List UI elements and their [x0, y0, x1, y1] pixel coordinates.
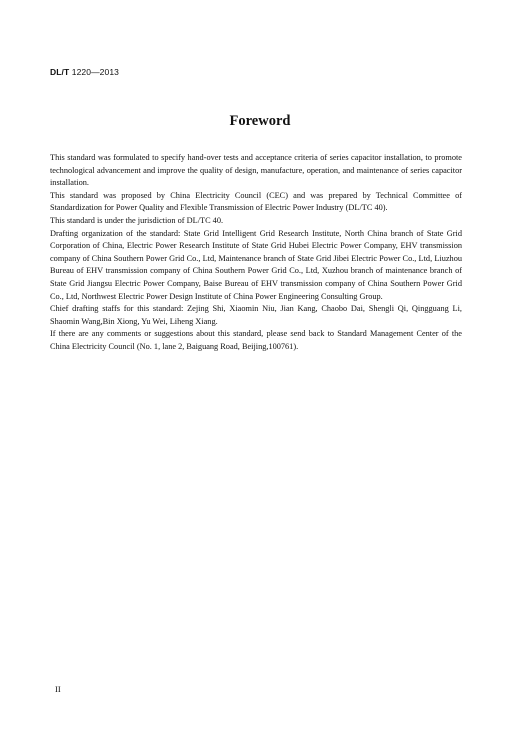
page-title: Foreword	[229, 113, 291, 129]
standard-code	[50, 67, 119, 77]
paragraph-purpose: This standard was formulated to specify hand-over tests and acceptance criteria of series capacitor installation, to promote technological advancement and improve the quality of design, manufacture, operation, and maintenance of series capacitor installation.	[50, 153, 462, 188]
paragraph-jurisdiction: This standard is under the jurisdiction of DL/TC 40.	[50, 215, 224, 225]
paragraph-drafting-organization: Drafting organization of the standard: State Grid Intelligent Grid Research Institute, North China branch of State Grid Corporation of China, Electric Power Research Institute of State Grid Hubei Electric Power Company, EHV transmission company of China Southern Power Grid Co., Ltd, Maintenance branch of State Grid Jibei Electric Power Co., Ltd, Liuzhou Bureau of EHV transmission company of China Southern Power Grid Co., Ltd, Xuzhou branch of maintenance branch of State Grid Jiangsu Electric Power Company, Baise Bureau of EHV transmission company of China Southern Power Grid Co., Ltd, Northwest Electric Power Design Institute of China Power Engineering Consulting Group.	[50, 228, 462, 301]
standard-number: 1220—2013	[69, 67, 119, 77]
foreword-body	[50, 152, 462, 354]
standard-prefix: DL/T	[50, 67, 70, 77]
paragraph-comments: If there are any comments or suggestions about this standard, please send back to Standard Management Center of the China Electricity Council (No. 1, lane 2, Baiguang Road, Beijing,100761).	[50, 329, 462, 351]
paragraph-drafting-staff: Chief drafting staffs for this standard: Zejing Shi, Xiaomin Niu, Jian Kang, Chaobo Dai, Shengli Qi, Qingguang Li, Shaomin Wang,Bin Xiong, Yu Wei, Liheng Xiang.	[50, 304, 462, 326]
page-number: II	[55, 684, 61, 694]
paragraph-proposed-by: This standard was proposed by China Electricity Council (CEC) and was prepared by Technical Committee of Standardization for Power Quality and Flexible Transmission of Electric Power Industry (DL/TC 40).	[50, 190, 462, 213]
